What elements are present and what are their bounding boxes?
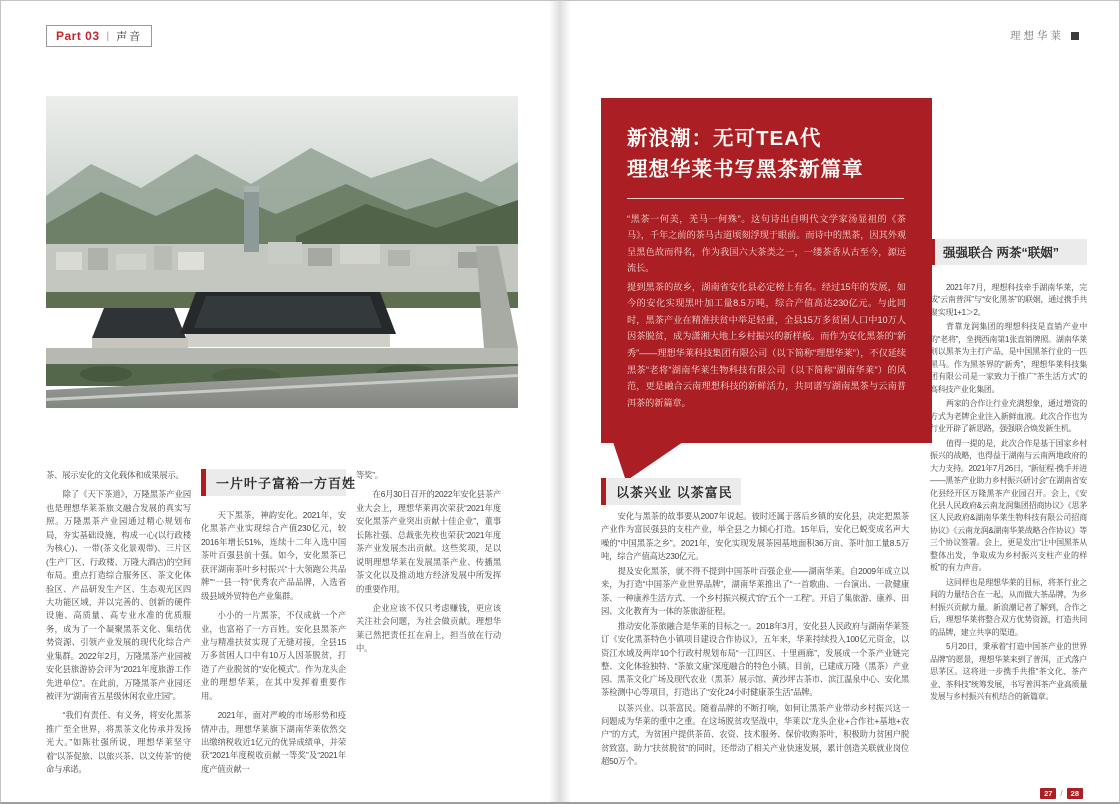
section-header-union bbox=[930, 239, 1087, 265]
paragraph: 天下黑茶，神韵安化。2021年，安化黑茶产业实现综合产值230亿元，较2016年增长51%，连续十二年入选中国茶叶百强县前十强。如今，安化黑茶已获评湖南茶叶乡村振兴“十大领跑公共品牌”“一县一特”优秀农产品品牌，入选省级县域外贸特色产业集群。 bbox=[201, 510, 346, 601]
section-label: 声音 bbox=[116, 31, 143, 43]
breadcrumb-divider: | bbox=[106, 30, 110, 42]
paragraph: 小小的一片黑茶，不仅成就一个产业，也富裕了一方百姓。安化县黑茶产业与精准扶贫实现了无缝对接，全县15万多贫困人口中有10万人因茶脱贫，打造了产业脱贫的“安化模式”。作为龙头企业的理想华莱，在其中发挥着重要作用。 bbox=[201, 610, 346, 701]
paragraph: 等奖”。 bbox=[356, 470, 383, 480]
section-title: 一片叶子富裕一方百姓 bbox=[216, 476, 357, 491]
page-number-left: 27 bbox=[1040, 788, 1056, 799]
magazine-title: 理想华莱 bbox=[1010, 30, 1064, 42]
paragraph: 除了《天下茶道》，万隆黑茶产业园也是理想华莱茶旅文融合发展的真实写照。万隆黑茶产业园通过精心规划布局，夯实基础设施，构成一心(以行政楼为核心)、一带(茶文化景观带)、三片区(生产厂区、行政楼、万隆大酒店)的空间布局。重点打造综合服务区、茶文化体验区、产品研发生产区、生态观光区四大功能区域，并以完善的、创新的硬件设施、高质量、高专业水准的优质服务，成为了一个凝聚黑茶文化、集结优势资源、引领产业发展的现代化综合产业集群。2022年2月，万隆黑茶产业园被安化县旅游协会评为“2021年度旅游工作先进单位”。在此前，万隆黑茶产业园还被评为“湖南省五星级休闲农业庄园”。 bbox=[46, 489, 191, 701]
tea-section-text bbox=[601, 510, 909, 770]
magazine-title-block bbox=[1010, 28, 1079, 43]
union-section-column bbox=[930, 239, 1087, 705]
title-underline bbox=[627, 198, 904, 199]
part-label: Part 03 bbox=[56, 29, 100, 43]
union-section-text bbox=[930, 282, 1087, 703]
page-number-right: 28 bbox=[1067, 788, 1083, 799]
paragraph: 企业应该不仅只考虑赚钱，更应该关注社会问题，为社会做贡献。理想华莱已然把责任扛在肩上，担当放在行动中。 bbox=[356, 602, 501, 654]
section-header-leaf bbox=[201, 469, 357, 496]
paragraph: 以茶兴业、以茶富民。随着品牌的不断打响，如何让黑茶产业带动乡村振兴这一问题成为华莱的重中之重。在这场脱贫攻坚战中，华莱以“龙头企业+合作社+基地+农户”的方式，为贫困户提供茶苗、农资、技术服务、保价收购茶叶，积极助力贫困户脱贫致富。助力“扶贫脱贫”的同时，还带动了相关产业快速发展，累计创造关联就业岗位超50万个。 bbox=[601, 702, 909, 766]
speech-bubble-tail bbox=[613, 442, 683, 481]
aerial-photo bbox=[46, 96, 518, 408]
paragraph: “黑茶一何美，羌马一何殊”。这句诗出自明代文学家汤显祖的《茶马》，千年之前的茶马古道顷刻浮现于眼前。而诗中的黑茶，因其外观呈黑色故而得名，作为我国六大茶类之一，一缕茶香从古至今，源远流长。 bbox=[627, 213, 906, 274]
paragraph: 5月20日，秉承着“打造中国茶产业的世界品牌”的愿景，理想华莱来到了普洱，正式落户思茅区。这将进一步携手共推“茶文化、茶产业、茶科技”统筹发展，书写普洱茶产业高质量发展与乡村振兴有机结合的新篇章。 bbox=[930, 642, 1087, 701]
paragraph: 2021年，面对严峻的市场形势和疫情冲击，理想华莱旗下湖南华莱依然交出缴纳税收近1亿元的优异成绩单，并荣获“2021年度税收贡献一等奖”及“2021年度产值贡献一 bbox=[201, 710, 346, 774]
page-gutter bbox=[549, 1, 571, 804]
paragraph: 茶、展示安化的文化载体和成果展示。 bbox=[46, 470, 184, 480]
section-header-tea bbox=[601, 478, 741, 505]
paragraph: 提及安化黑茶，就不得不提到中国茶叶百强企业——湖南华莱。自2009年成立以来，为打造“中国茶产业世界品牌”，湖南华莱推出了“一首歌曲、一台演出、一款健康茶、一种康养生活方式、一个乡村振兴模式”的“五个一工程”。开启了集旅游、康养、田园、文化教育为一体的茶旅游征程。 bbox=[601, 566, 909, 616]
paragraph: 安化与黑茶的故事要从2007年说起。彼时还属于落后乡镇的安化县，决定把黑茶产业作为富民强县的支柱产业，举全县之力倾心打造。15年后，安化已蜕变成名声大噪的“中国黑茶之乡”。2021年，安化实现发展茶园基地面积36万亩、茶叶加工量8.5万吨，综合产值高达230亿元。 bbox=[601, 511, 909, 561]
paragraph: “我们有责任、有义务，将安化黑茶推广至全世界，将黑茶文化传承并发扬光大。”如陈社强所说，理想华莱坚守着“以茶促旅、以旅兴茶、以文传茶”的使命与承诺。 bbox=[46, 710, 191, 775]
breadcrumb bbox=[46, 25, 152, 47]
left-column-3 bbox=[356, 469, 501, 662]
section-title: 强强联合 两茶“联姻” bbox=[943, 246, 1059, 260]
paragraph: 2021年7月，理想科技牵手湖南华莱，完成“云南普洱”与“安化黑茶”的联姻，通过携手共聚实现1+1＞2。 bbox=[930, 283, 1087, 317]
left-column-1 bbox=[46, 469, 191, 783]
paragraph: 值得一提的是，此次合作是基于国家乡村振兴的战略，也得益于湖南与云南两地政府的大力支持。2021年7月26日，“新征程·携手并进——黑茶产业助力乡村振兴研讨会”在湖南省安化县经开区万隆黑茶产业园召开。会上，《安化县人民政府&云南龙润集团招商协议》《思茅区人民政府&湖南华莱生物科技有限公司招商协议》《云南龙润&湖南华莱战略合作协议》等三个协议签署。会上，更是发出“让中国黑茶从整体出发，争取成为乡村振兴支柱产业的样板”的有力声音。 bbox=[930, 438, 1087, 573]
section-title: 以茶兴业 以茶富民 bbox=[616, 485, 733, 500]
article-title-line1: 新浪潮：无可TEA代 bbox=[627, 127, 822, 150]
left-column-2 bbox=[201, 469, 357, 782]
paragraph: 两家的合作让行业充满想象，通过增资的方式为老牌企业注入新鲜血液。此次合作也为行业开辟了新思路，强强联合焕发新生机。 bbox=[930, 399, 1087, 434]
paragraph: 背靠龙润集团的理想科技是直销产业中的“老将”，坐拥西南第1张直销牌照。湖南华莱则以黑茶为主打产品，是中国黑茶行业的一匹黑马。作为黑茶界的“新秀”，理想华莱科技集团有限公司是一家致力于推广“茶生活方式”的高科技产业化集团。 bbox=[930, 322, 1087, 394]
paragraph: 在6月30日召开的2022年安化县茶产业大会上，理想华莱再次荣获“2021年度安化黑茶产业突出贡献十佳企业”，董事长陈社强、总裁张先枚也荣获“2021年度茶产业发展杰出贡献。这些奖项，足以说明理想华莱在发展黑茶产业、传播黑茶文化以及推动地方经济发展中所发挥的重要作用。 bbox=[356, 489, 501, 594]
page-number-separator: / bbox=[1060, 788, 1063, 798]
square-marker-icon bbox=[1071, 32, 1079, 40]
page-numbers bbox=[1040, 788, 1083, 799]
feature-callout bbox=[601, 98, 932, 443]
paragraph: 提到黑茶的故乡，湖南省安化县必定榜上有名。经过15年的发展，如今的安化实现黑叶加工量8.5万吨，综合产值高达230亿元。与此同时，黑茶产业在精准扶贫中举足轻重，全县15万多贫困人口中10万人因茶脱贫，成为潇湘大地上乡村振兴的新样板。而作为安化黑茶的“新秀”——理想华莱科技集团有限公司（以下简称“理想华莱”），不仅延续黑茶“老将”湖南华莱生物科技有限公司（以下简称“湖南华莱”）的风范，更是融合云南理想科技的新鲜活力，共同谱写湖南黑茶与云南普洱茶的新篇章。 bbox=[627, 281, 906, 408]
paragraph: 推动安化茶旅融合是华莱的目标之一。2018年3月，安化县人民政府与湖南华莱签订《安化黑茶特色小镇项目建设合作协议》，五年来，华莱持续投入100亿元资金，以资江水域及两岸10个行政村规划布局“一江四区、十里画廊”，发展成一个茶产业链完整、文化体验独特、“茶旅文康”深度融合的特色小镇。目前，已建成万隆（黑茶）产业园、黑茶文化广场及现代农业（黑茶）展示馆、黄沙坪古茶市、滨江温泉中心、安化黑茶检测中心等项目，打造出了“安化24小时健康茶生活”品牌。 bbox=[601, 621, 909, 698]
paragraph: 这同样也是理想华莱的目标，将茶行业之间的力量结合在一起，从而做大茶品牌，为乡村振兴贡献力量。新浪潮记者了解到，合作之后，理想华莱将整合双方优势资源，打造共同的品牌，建立共享的渠道。 bbox=[930, 577, 1087, 637]
article-title-line2: 理想华莱书写黑茶新篇章 bbox=[627, 157, 864, 181]
